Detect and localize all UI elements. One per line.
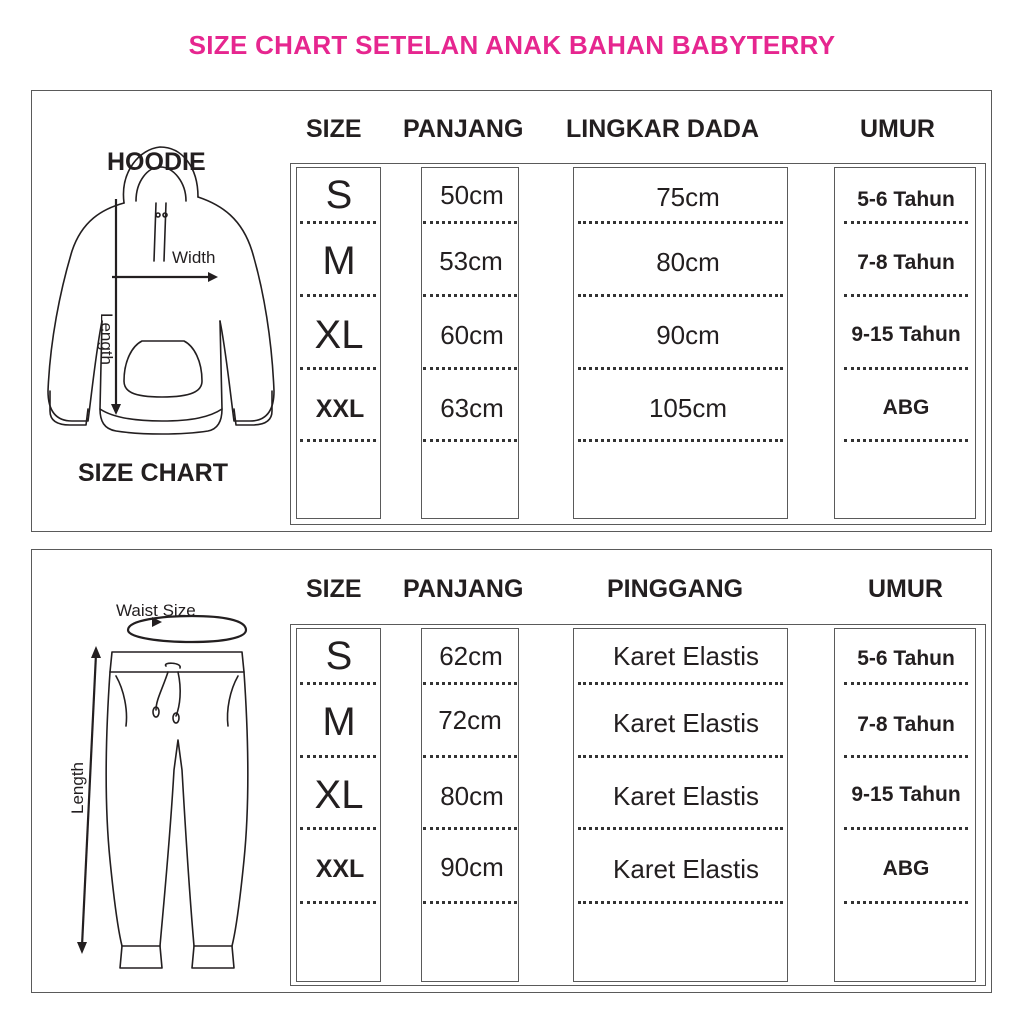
- row-divider: [844, 682, 968, 685]
- hoodie-label: HOODIE: [107, 148, 206, 176]
- row-divider: [844, 367, 968, 370]
- header-size: SIZE: [306, 575, 362, 603]
- panjang-cell: 62cm: [439, 641, 503, 671]
- row-divider: [844, 294, 968, 297]
- row-divider: [300, 221, 376, 224]
- panjang-cell: 50cm: [440, 180, 504, 210]
- row-divider: [423, 221, 517, 224]
- row-divider: [578, 755, 783, 758]
- size-cell: XL: [314, 773, 364, 817]
- row-divider: [578, 682, 783, 685]
- hoodie-illustration: [32, 91, 312, 533]
- header-pinggang: PINGGANG: [607, 575, 744, 603]
- size-cell: M: [322, 700, 356, 744]
- header-lingkar-dada: LINGKAR DADA: [566, 115, 760, 143]
- umur-cell: 7-8 Tahun: [857, 713, 955, 736]
- panjang-cell: 80cm: [440, 781, 504, 811]
- row-divider: [578, 439, 783, 442]
- header-panjang: PANJANG: [403, 115, 524, 143]
- lingkar-dada-cell: 80cm: [656, 247, 720, 277]
- umur-cell: 5-6 Tahun: [857, 647, 955, 670]
- header-panjang: PANJANG: [403, 575, 524, 603]
- pinggang-cell: Karet Elastis: [613, 708, 759, 738]
- pants-size-panel: [31, 549, 992, 993]
- pinggang-cell: Karet Elastis: [613, 781, 759, 811]
- panjang-cell: 72cm: [438, 705, 502, 735]
- row-divider: [844, 221, 968, 224]
- row-divider: [300, 367, 376, 370]
- size-cell: XL: [314, 313, 364, 357]
- row-divider: [300, 439, 376, 442]
- umur-cell: ABG: [882, 857, 930, 880]
- umur-cell: 9-15 Tahun: [851, 783, 961, 806]
- row-divider: [578, 827, 783, 830]
- row-divider: [300, 755, 376, 758]
- size-cell: S: [325, 173, 353, 217]
- waist-size-label: Waist Size: [116, 601, 196, 620]
- row-divider: [423, 439, 517, 442]
- row-divider: [300, 294, 376, 297]
- panjang-cell: 63cm: [440, 393, 504, 423]
- size-cell: XXL: [315, 855, 365, 883]
- header-size: SIZE: [306, 115, 362, 143]
- row-divider: [300, 901, 376, 904]
- row-divider: [423, 901, 517, 904]
- row-divider: [423, 827, 517, 830]
- umur-cell: 7-8 Tahun: [857, 251, 955, 274]
- row-divider: [423, 755, 517, 758]
- row-divider: [578, 367, 783, 370]
- length-label: Length: [97, 313, 116, 365]
- pinggang-cell: Karet Elastis: [613, 641, 759, 671]
- lingkar-dada-cell: 75cm: [656, 182, 720, 212]
- hoodie-size-panel: [31, 90, 992, 532]
- row-divider: [423, 682, 517, 685]
- row-divider: [578, 901, 783, 904]
- width-label: Width: [172, 248, 216, 267]
- panjang-cell: 53cm: [439, 246, 503, 276]
- lingkar-dada-cell: 105cm: [648, 393, 728, 423]
- header-umur: UMUR: [860, 115, 935, 143]
- row-divider: [300, 827, 376, 830]
- panjang-cell: 60cm: [440, 320, 504, 350]
- lingkar-dada-cell: 90cm: [656, 320, 720, 350]
- row-divider: [844, 827, 968, 830]
- header-umur: UMUR: [868, 575, 943, 603]
- umur-cell: ABG: [882, 396, 930, 419]
- row-divider: [844, 755, 968, 758]
- size-cell: M: [322, 239, 356, 283]
- size-cell: XXL: [315, 395, 365, 423]
- panjang-cell: 90cm: [440, 852, 504, 882]
- row-divider: [423, 294, 517, 297]
- page-title: SIZE CHART SETELAN ANAK BAHAN BABYTERRY: [188, 30, 836, 60]
- umur-cell: 5-6 Tahun: [857, 188, 955, 211]
- size-chart-caption: SIZE CHART: [78, 459, 228, 487]
- row-divider: [423, 367, 517, 370]
- pinggang-cell: Karet Elastis: [613, 854, 759, 884]
- row-divider: [578, 294, 783, 297]
- length-label: Length: [68, 762, 87, 814]
- row-divider: [844, 439, 968, 442]
- umur-cell: 9-15 Tahun: [851, 323, 961, 346]
- size-cell: S: [325, 634, 353, 678]
- row-divider: [578, 221, 783, 224]
- row-divider: [300, 682, 376, 685]
- row-divider: [844, 901, 968, 904]
